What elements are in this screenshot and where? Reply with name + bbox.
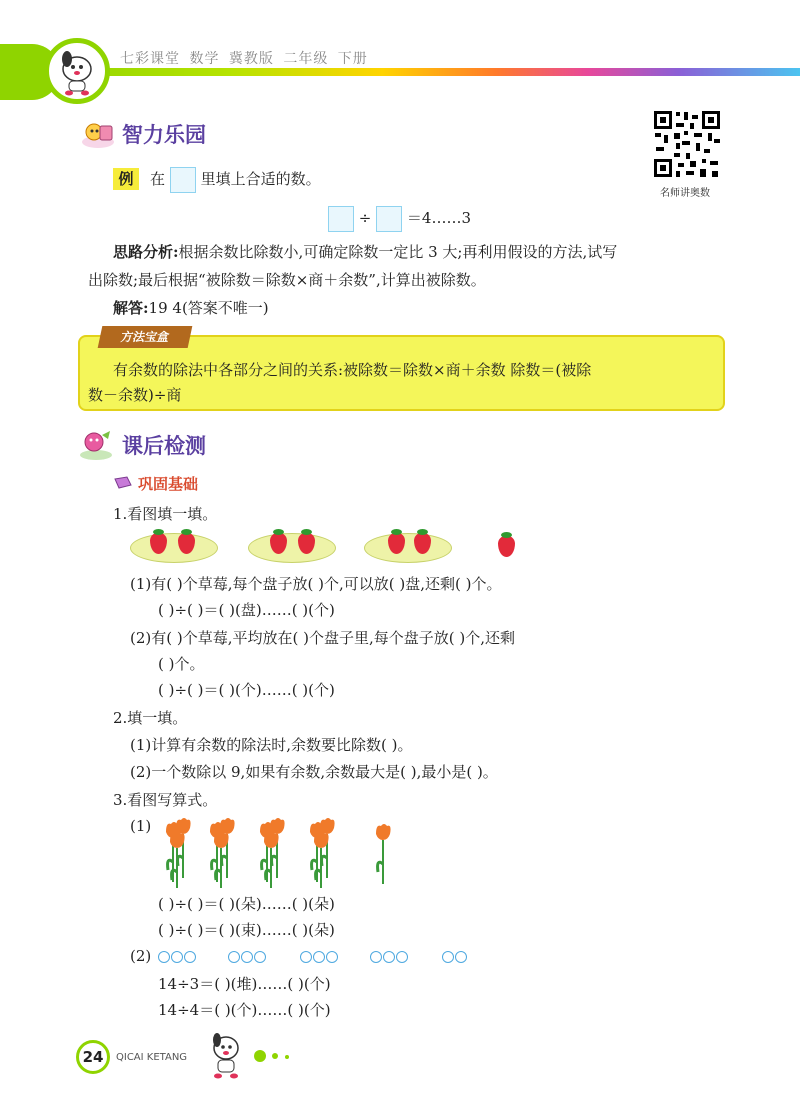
circle-icon bbox=[326, 951, 338, 963]
section-title-puzzle: 智力乐园 bbox=[122, 123, 206, 147]
header-color-bar bbox=[40, 68, 800, 76]
example-pre: 在 bbox=[150, 170, 166, 188]
q3-part1-eq2: ( )÷( )＝( )(束)……( )(朵) bbox=[158, 921, 335, 939]
q2-title: 2.填一填。 bbox=[113, 709, 188, 727]
tulip-single bbox=[376, 824, 391, 884]
tulip-bunches bbox=[160, 818, 400, 888]
page-number: 24 bbox=[76, 1040, 110, 1074]
plate-3 bbox=[364, 533, 452, 563]
answer-label: 解答: bbox=[113, 299, 149, 317]
circle-icon bbox=[241, 951, 253, 963]
circle-icon bbox=[442, 951, 454, 963]
circle-icon bbox=[396, 951, 408, 963]
section-icon-check bbox=[78, 427, 114, 465]
q1-part1: (1)有( )个草莓,每个盘子放( )个,可以放( )盘,还剩( )个。 bbox=[130, 575, 502, 593]
circle-icon bbox=[254, 951, 266, 963]
tulip-bunch-2 bbox=[210, 818, 235, 888]
q3-part2-eq1: 14÷3＝( )(堆)……( )(个) bbox=[158, 975, 331, 993]
q2-part1: (1)计算有余数的除法时,余数要比除数( )。 bbox=[130, 736, 413, 754]
analysis-label: 思路分析: bbox=[113, 243, 179, 261]
divide-sign: ÷ bbox=[358, 209, 372, 227]
subtitle-icon bbox=[113, 475, 133, 495]
equation-rest: ＝4……3 bbox=[406, 209, 472, 227]
method-box-tag: 方法宝盒 bbox=[98, 326, 193, 348]
footer-dot-small bbox=[285, 1055, 289, 1059]
q1-part2-b: ( )个。 bbox=[158, 655, 205, 673]
circle-icon bbox=[383, 951, 395, 963]
example-tag: 例 bbox=[113, 168, 139, 190]
subtitle-basics: 巩固基础 bbox=[138, 475, 199, 493]
footer-mascot bbox=[204, 1030, 250, 1086]
circle-icon bbox=[455, 951, 467, 963]
footer-brand: QICAI KETANG bbox=[116, 1052, 188, 1063]
example-prompt bbox=[150, 165, 321, 193]
circle-icon bbox=[228, 951, 240, 963]
strawberry-icon bbox=[498, 536, 515, 557]
tulip-bunch-1 bbox=[166, 818, 191, 888]
analysis-text-1: 根据余数比除数小,可确定除数一定比 3 大;再利用假设的方法,试写 bbox=[178, 243, 618, 261]
q1-part2-equation: ( )÷( )＝( )(个)……( )(个) bbox=[158, 681, 335, 699]
answer-text: 19 4(答案不唯一) bbox=[148, 299, 269, 317]
q3-title: 3.看图写算式。 bbox=[113, 791, 218, 809]
header-title: 七彩课堂 数学 冀教版 二年级 下册 bbox=[120, 51, 368, 67]
dividend-box[interactable] bbox=[328, 206, 354, 232]
circle-icon bbox=[370, 951, 382, 963]
q1-title: 1.看图填一填。 bbox=[113, 505, 218, 523]
q3-part2-label: (2) bbox=[130, 947, 152, 965]
circle-icon bbox=[158, 951, 170, 963]
section-icon-puzzle bbox=[80, 118, 116, 154]
example-blank-box bbox=[170, 167, 196, 193]
plate-1 bbox=[130, 533, 218, 563]
qr-caption: 名师讲奥数 bbox=[660, 188, 710, 199]
circle-icon bbox=[300, 951, 312, 963]
method-line-1: 有余数的除法中各部分之间的关系:被除数＝除数×商＋余数 除数＝(被除 bbox=[113, 361, 592, 379]
header-mascot bbox=[44, 38, 110, 104]
circle-icon bbox=[313, 951, 325, 963]
example-equation bbox=[328, 204, 471, 232]
example-post: 里填上合适的数。 bbox=[200, 170, 321, 188]
q1-part2-a: (2)有( )个草莓,平均放在( )个盘子里,每个盘子放( )个,还剩 bbox=[130, 629, 515, 647]
q3-part1-label: (1) bbox=[130, 817, 152, 835]
section-title-check: 课后检测 bbox=[122, 434, 206, 458]
q2-part2: (2)一个数除以 9,如果有余数,余数最大是( ),最小是( )。 bbox=[130, 763, 498, 781]
method-line-2: 数－余数)÷商 bbox=[88, 386, 182, 404]
analysis-line-2: 出除数;最后根据“被除数＝除数×商＋余数”,计算出被除数。 bbox=[88, 271, 486, 289]
analysis-line-1 bbox=[113, 238, 617, 266]
q1-part1-equation: ( )÷( )＝( )(盘)……( )(个) bbox=[158, 601, 335, 619]
footer-dot-large bbox=[254, 1050, 266, 1062]
footer-dot-medium bbox=[272, 1053, 278, 1059]
divisor-box[interactable] bbox=[376, 206, 402, 232]
circle-icon bbox=[171, 951, 183, 963]
q3-part2-eq2: 14÷4＝( )(个)……( )(个) bbox=[158, 1001, 331, 1019]
answer-line bbox=[113, 294, 269, 322]
qr-code-icon[interactable] bbox=[652, 109, 722, 179]
tulip-bunch-3 bbox=[260, 818, 285, 888]
q3-part1-eq1: ( )÷( )＝( )(朵)……( )(朵) bbox=[158, 895, 335, 913]
tulip-bunch-4 bbox=[310, 818, 335, 888]
plate-2 bbox=[248, 533, 336, 563]
circle-icon bbox=[184, 951, 196, 963]
